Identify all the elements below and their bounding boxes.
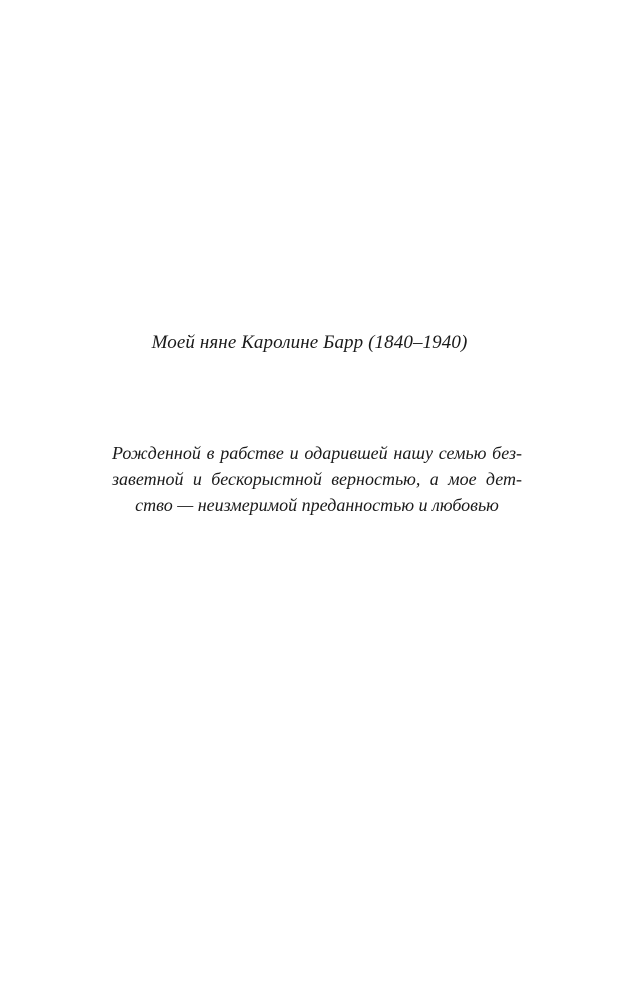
dedication-title: Моей няне Каролине Барр (1840–1940) xyxy=(151,332,468,353)
dedication-line-3: ство — неизмеримой преданностью и любовью xyxy=(135,495,499,515)
dedication-text xyxy=(112,440,522,518)
dedication-line-2: заветной и бескорыстной верностью, а мое дет- xyxy=(112,469,522,489)
dedication-line-1: Рожденной в рабстве и одарившей нашу семью без- xyxy=(112,443,522,463)
